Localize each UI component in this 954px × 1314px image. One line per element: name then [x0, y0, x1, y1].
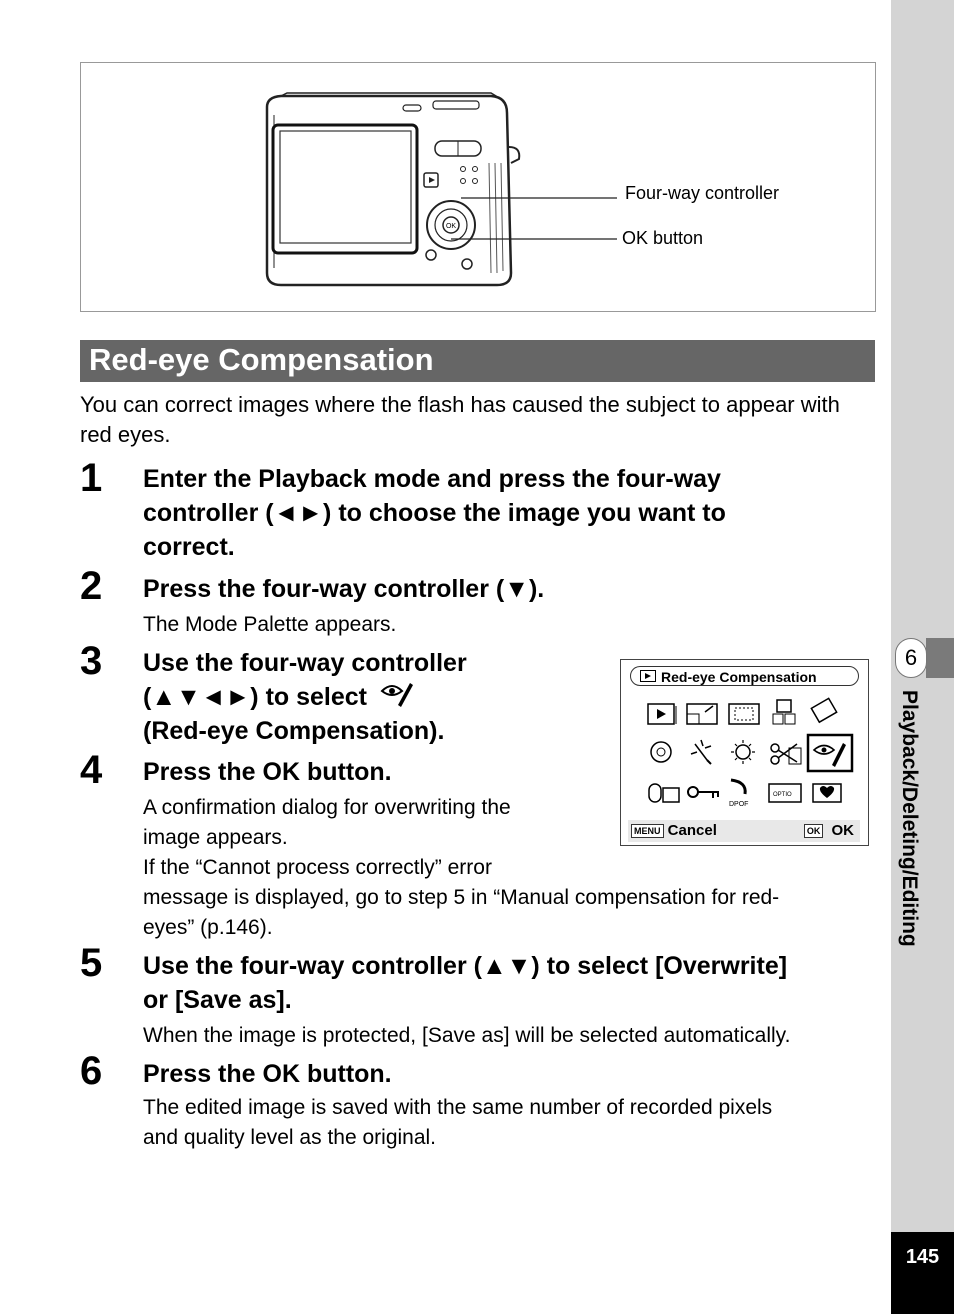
svg-text:OPTIO: OPTIO [773, 792, 792, 798]
svg-text:DPOF: DPOF [729, 801, 749, 808]
section-title: Red-eye Compensation [80, 340, 875, 382]
step-1-heading [143, 462, 726, 564]
step-3-heading [143, 646, 467, 748]
step-3-line: (▲▼◄►) to select [143, 683, 367, 711]
palette-footer [628, 820, 860, 842]
step-1-line: controller (◄►) to choose the image you want to [143, 499, 726, 527]
palette-title-bar [630, 666, 859, 686]
cancel-label[interactable]: Cancel [667, 822, 717, 839]
movie-edit-icon[interactable] [771, 744, 801, 764]
svg-text:OK: OK [445, 223, 457, 230]
slideshow-icon[interactable] [648, 704, 676, 724]
red-eye-icon[interactable] [808, 735, 852, 771]
digital-filter-icon[interactable] [651, 742, 671, 762]
step-3-line: Use the four-way controller [143, 649, 467, 677]
start-up-screen-icon[interactable] [769, 784, 801, 802]
dpof-icon[interactable] [729, 780, 748, 808]
step-6-heading: Press the OK button. [143, 1060, 392, 1088]
step-2-heading: Press the four-way controller (▼). [143, 575, 545, 603]
palette-title: Red-eye Compensation [661, 669, 817, 685]
step-5-heading [143, 949, 787, 1017]
step-4-line: message is displayed, go to step 5 in “Manual compensation for red- [143, 886, 780, 909]
menu-key: MENU [631, 824, 664, 838]
rotate-icon[interactable] [811, 698, 836, 722]
step-4-number: 4 [80, 748, 103, 792]
step-1-number: 1 [80, 456, 103, 500]
frame-composite-icon[interactable] [813, 784, 841, 802]
step-3-line-with-icon [143, 680, 467, 714]
mode-palette-screen [620, 659, 869, 846]
chapter-number: 6 [895, 638, 927, 678]
red-eye-icon [380, 681, 414, 709]
playback-icon [640, 670, 656, 682]
ok-label[interactable]: OK [831, 822, 854, 839]
cropping-icon[interactable] [729, 704, 759, 724]
step-6-number: 6 [80, 1049, 103, 1093]
step-2-body: The Mode Palette appears. [143, 613, 397, 636]
voice-memo-icon[interactable] [649, 784, 679, 802]
step-2-number: 2 [80, 564, 103, 608]
protect-icon[interactable] [688, 787, 719, 798]
intro-paragraph: You can correct images where the flash has caused the subject to appear with red eyes. [80, 392, 840, 447]
step-4-heading: Press the OK button. [143, 758, 392, 786]
step-5-line: Use the four-way controller (▲▼) to select [Overwrite] [143, 952, 788, 980]
step-4-line: A confirmation dialog for overwriting the [143, 796, 511, 819]
camera-figure [80, 62, 876, 312]
step-5-number: 5 [80, 941, 103, 985]
brightness-filter-icon[interactable] [691, 740, 711, 764]
chapter-title: Playback/Deleting/Editing [898, 690, 921, 947]
step-5-body: When the image is protected, [Save as] will be selected automatically. [143, 1024, 791, 1047]
step-6-line: The edited image is saved with the same number of recorded pixels [143, 1096, 773, 1119]
step-1-line: correct. [143, 533, 235, 561]
palette-icon-grid [621, 690, 870, 820]
resize-icon[interactable] [687, 704, 717, 724]
ok-button-label: OK button [622, 228, 704, 248]
chapter-marker-bar [926, 638, 954, 678]
step-3-number: 3 [80, 639, 103, 683]
step-3-line: (Red-eye Compensation). [143, 717, 445, 745]
ok-key: OK [804, 824, 824, 838]
step-6-line: and quality level as the original. [143, 1126, 437, 1149]
step-4-line: image appears. [143, 826, 288, 849]
step-5-line: or [Save as]. [143, 986, 292, 1014]
step-4-line: If the “Cannot process correctly” error [143, 856, 492, 879]
step-1-line: Enter the Playback mode and press the four-way [143, 465, 721, 493]
step-4-line: eyes” (p.146). [143, 916, 273, 939]
step-6-body [143, 1093, 772, 1153]
image-copy-icon[interactable] [773, 700, 795, 724]
page-number: 145 [891, 1232, 954, 1314]
four-way-controller-label: Four-way controller [625, 183, 780, 203]
color-filter-icon[interactable] [731, 740, 755, 764]
